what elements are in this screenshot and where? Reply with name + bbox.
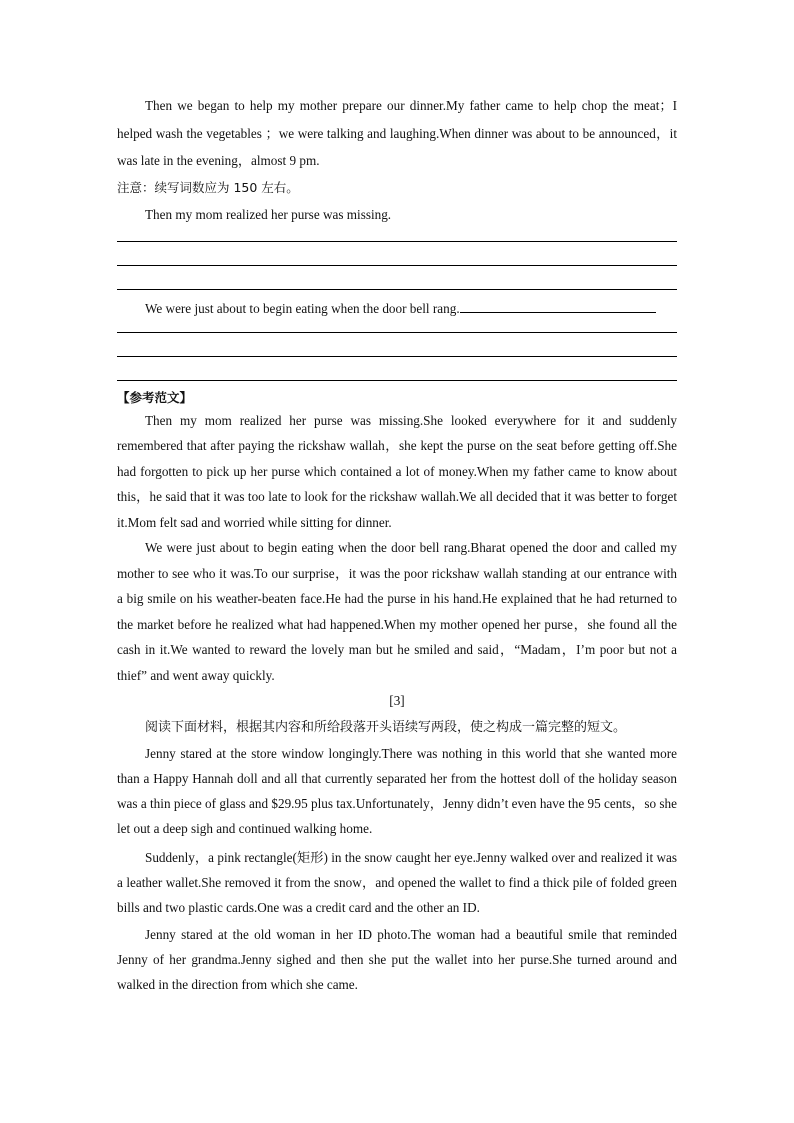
writing-line: [117, 228, 677, 242]
word-count-note: 注意：续写词数应为 150 左右。: [117, 179, 299, 195]
section-instruction: 阅读下面材料，根据其内容和所给段落开头语续写两段，使之构成一篇完整的短文。: [145, 720, 627, 735]
writing-line: [117, 333, 677, 357]
continuation-prompt-1: Then my mom realized her purse was missing.: [145, 206, 392, 222]
material-paragraph-1: Jenny stared at the store window longingly.There was nothing in this world that she wanted more than a Happy Hannah doll and all that currently separated her from the hottest doll of the holiday season was a thin piece of glass and $29.95 plus tax.Unfortunately，Jenny didn’t even have the 95 cents，so she let out a deep sigh and continued walking home.: [117, 746, 677, 836]
writing-blank: [460, 299, 656, 313]
material-paragraph-2: Suddenly，a pink rectangle(矩形) in the snow caught her eye.Jenny walked over and realized it was a leather wallet.She removed it from the snow，and opened the wallet to find a thick pile of folded green bills and two plastic cards.One was a credit card and the other an ID.: [117, 850, 677, 915]
document-body: [117, 92, 677, 997]
writing-lines-1: [117, 228, 677, 290]
story-paragraph: Then we began to help my mother prepare our dinner.My father came to help chop the meat；I helped wash the vegetables ；we were talking and laughing.When dinner was about to be announced，it was late in the evening，almost 9 pm.: [117, 98, 677, 168]
writing-line: [117, 357, 677, 381]
reference-paragraph-1: Then my mom realized her purse was missing.She looked everywhere for it and suddenly remembered that after paying the rickshaw wallah，she kept the purse on the seat before getting off.She had forgotten to pick up her purse which contained a lot of money.When my father came to know about this，he said that it was too late to look for the rickshaw wallah.We all decided that it was better to forget it.Mom felt sad and worried while sitting for dinner.: [117, 412, 677, 530]
continuation-prompt-2: [117, 299, 677, 317]
reference-label: 【参考范文】: [117, 389, 193, 405]
writing-line: [117, 317, 677, 333]
prompt-2-text: We were just about to begin eating when the door bell rang.: [145, 300, 460, 316]
writing-line: [117, 266, 677, 290]
writing-line: [117, 242, 677, 266]
reference-paragraph-2: We were just about to begin eating when the door bell rang.Bharat opened the door and called my mother to see who it was.To our surprise，it was the poor rickshaw wallah standing at our entrance with a big smile on his weather-beaten face.He had the purse in his hand.He explained that he had returned to the market before he realized what had happened.When my mother opened her purse，she found all the cash in it.We wanted to reward the lovely man but he smiled and said，“Madam，I’m poor but not a thief” and went away quickly.: [117, 540, 677, 683]
writing-lines-2: [117, 317, 677, 381]
material-paragraph-3: Jenny stared at the old woman in her ID photo.The woman had a beautiful smile that reminded Jenny of her grandma.Jenny sighed and then she put the wallet into her purse.She turned around and walked in the direction from which she came.: [117, 927, 677, 992]
section-number: [3]: [389, 693, 405, 708]
